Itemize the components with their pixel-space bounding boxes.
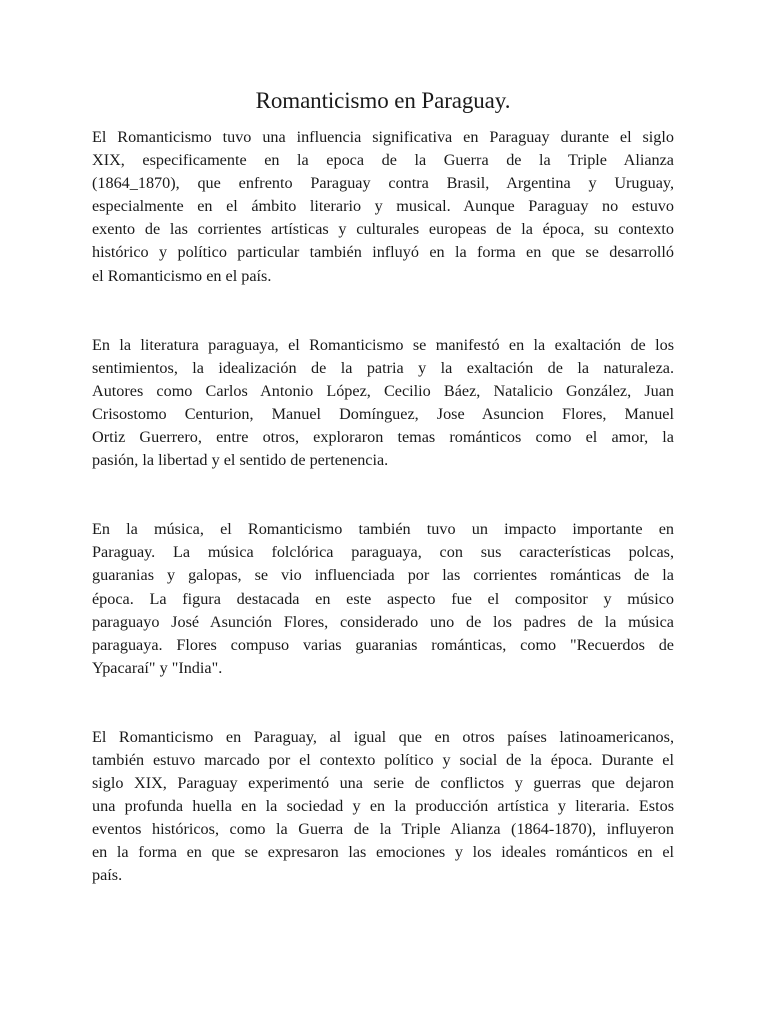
text-line: época. La figura destacada en este aspecto fue el compositor y músico [92, 589, 674, 608]
text-line: el Romanticismo en el país. [92, 266, 272, 285]
text-line: especialmente en el ámbito literario y musical. Aunque Paraguay no estuvo [92, 197, 674, 216]
text-line: En la música, el Romanticismo también tuvo un impacto importante en [92, 520, 674, 539]
text-line: en la forma en que se expresaron las emociones y los ideales románticos en el [92, 843, 674, 862]
text-line: El Romanticismo tuvo una influencia significativa en Paraguay durante el siglo [92, 128, 674, 146]
paragraph-music [92, 518, 674, 680]
text-line: Ortiz Guerrero, entre otros, exploraron temas románticos como el amor, la [92, 428, 674, 447]
text-line: sentimientos, la idealización de la patria y la exaltación de la naturaleza. [92, 358, 674, 377]
text-line: exento de las corrientes artísticas y culturales europeas de la época, su contexto [92, 220, 674, 239]
text-line: Ypacaraí" y "India". [92, 658, 223, 677]
text-line: El Romanticismo en Paraguay, al igual que en otros países latinoamericanos, [92, 727, 674, 746]
text-line: guaranias y galopas, se vio influenciada por las corrientes románticas de la [92, 566, 674, 585]
text-line: (1864_1870), que enfrento Paraguay contra Brasil, Argentina y Uruguay, [92, 174, 674, 193]
paragraph-context [92, 726, 674, 888]
paragraph-intro [92, 126, 674, 288]
text-line: Paraguay. La música folclórica paraguaya, con sus características polcas, [92, 543, 674, 562]
text-line: pasión, la libertad y el sentido de pertenencia. [92, 451, 389, 470]
document-title: Romanticismo en Paraguay. [255, 88, 511, 113]
text-line: país. [92, 866, 123, 885]
text-line: también estuvo marcado por el contexto político y social de la época. Durante el [92, 750, 674, 769]
text-line: XIX, especificamente en la epoca de la Guerra de la Triple Alianza [92, 151, 674, 170]
text-line: Crisostomo Centurion, Manuel Domínguez, Jose Asuncion Flores, Manuel [92, 404, 674, 423]
paragraph-literature [92, 334, 674, 473]
text-line: Autores como Carlos Antonio López, Cecilio Báez, Natalicio González, Juan [92, 381, 674, 400]
text-line: eventos históricos, como la Guerra de la Triple Alianza (1864-1870), influyeron [92, 820, 674, 839]
text-line: paraguayo José Asunción Flores, considerado uno de los padres de la música [92, 612, 674, 631]
text-line: En la literatura paraguaya, el Romanticismo se manifestó en la exaltación de los [92, 335, 674, 354]
text-line: paraguaya. Flores compuso varias guaranias románticas, como "Recuerdos de [92, 635, 674, 654]
text-line: histórico y político particular también influyó en la forma en que se desarrolló [92, 243, 674, 262]
document-page [92, 86, 674, 888]
text-line: una profunda huella en la sociedad y en la producción artística y literaria. Estos [92, 797, 674, 816]
text-line: siglo XIX, Paraguay experimentó una serie de conflictos y guerras que dejaron [92, 774, 674, 793]
